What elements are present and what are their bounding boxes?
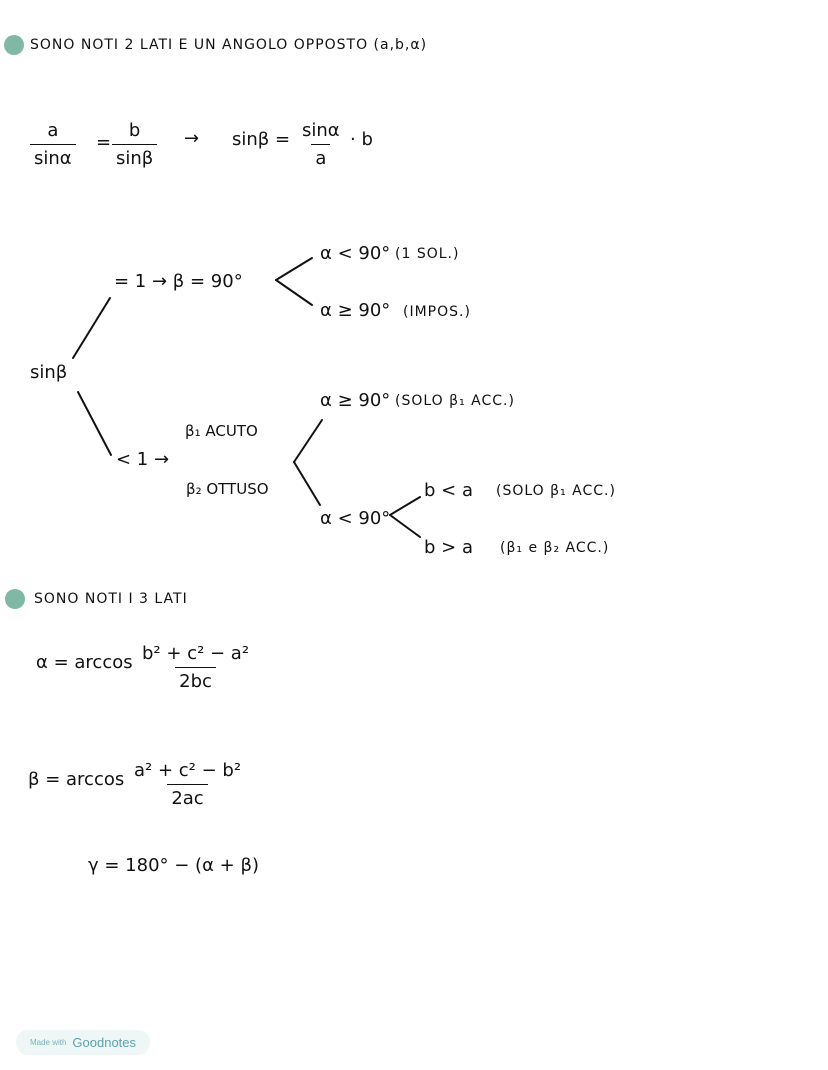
fraction-numerator: b bbox=[128, 120, 141, 141]
goodnotes-logo-text: Goodnotes bbox=[72, 1035, 137, 1050]
tree-root: sinβ bbox=[30, 362, 68, 383]
made-with-label: Made with bbox=[29, 1038, 67, 1047]
alpha-formula-fraction bbox=[138, 643, 253, 692]
note-both-betas: (β₁ e β₂ ACC.) bbox=[500, 540, 610, 556]
beta-formula-lhs: β = arccos bbox=[28, 769, 125, 790]
fork-lt1-upper bbox=[294, 420, 322, 462]
alpha-lt-90-second: α < 90° bbox=[320, 508, 391, 529]
branch-line-up bbox=[73, 298, 110, 358]
fork-eq1-upper bbox=[276, 258, 312, 280]
b-less-a: b < a bbox=[424, 480, 473, 501]
alpha-ge-90: α ≥ 90° bbox=[320, 300, 391, 321]
b-greater-a: b > a bbox=[424, 537, 473, 558]
fraction-denominator: a bbox=[311, 144, 330, 169]
fraction-denominator: 2ac bbox=[167, 784, 207, 809]
fraction-numerator: sinα bbox=[302, 120, 340, 141]
fraction-denominator: sinα bbox=[30, 144, 76, 169]
fraction-denominator: 2bc bbox=[175, 667, 216, 692]
equals-sign: = bbox=[96, 132, 112, 153]
branch-equal-one: = 1 → β = 90° bbox=[114, 271, 243, 292]
alpha-ge-90-second: α ≥ 90° bbox=[320, 390, 391, 411]
fraction-numerator: b² + c² − a² bbox=[142, 643, 250, 664]
sin-beta-label: sinβ = bbox=[232, 129, 291, 150]
alpha-lt-90: α < 90° bbox=[320, 243, 391, 264]
section-bullet bbox=[4, 35, 24, 55]
gamma-formula: γ = 180° − (α + β) bbox=[88, 855, 259, 876]
fork-blt-upper bbox=[390, 497, 420, 515]
arrow: → bbox=[184, 128, 200, 149]
section-title: SONO NOTI I 3 LATI bbox=[34, 591, 188, 607]
fraction-denominator: sinβ bbox=[112, 144, 157, 169]
branch-less-one: < 1 → bbox=[116, 449, 170, 470]
fraction-sin-alpha-over-a bbox=[298, 120, 344, 169]
beta1-acute: β₁ ACUTO bbox=[185, 422, 258, 440]
times-b: · b bbox=[350, 129, 373, 150]
fork-lt1-lower bbox=[294, 462, 320, 505]
alpha-formula-lhs: α = arccos bbox=[36, 652, 133, 673]
section-title: SONO NOTI 2 LATI E UN ANGOLO OPPOSTO (a,b,α) bbox=[30, 37, 428, 53]
note-only-beta1-second: (SOLO β₁ ACC.) bbox=[496, 483, 616, 499]
fork-blt-lower bbox=[390, 515, 420, 537]
fraction-b-over-sin-beta bbox=[112, 120, 157, 169]
fraction-numerator: a² + c² − b² bbox=[134, 760, 242, 781]
branch-line-down bbox=[78, 392, 111, 455]
beta2-obtuse: β₂ OTTUSO bbox=[186, 480, 269, 498]
goodnotes-badge bbox=[16, 1030, 150, 1055]
fraction-numerator: a bbox=[47, 120, 59, 141]
fork-eq1-lower bbox=[276, 280, 312, 305]
note-impossible: (IMPOS.) bbox=[403, 304, 471, 320]
note-only-beta1: (SOLO β₁ ACC.) bbox=[395, 393, 515, 409]
section-bullet bbox=[5, 589, 25, 609]
fraction-a-over-sin-alpha bbox=[30, 120, 76, 169]
note-one-solution: (1 SOL.) bbox=[395, 246, 460, 262]
beta-formula-fraction bbox=[130, 760, 245, 809]
